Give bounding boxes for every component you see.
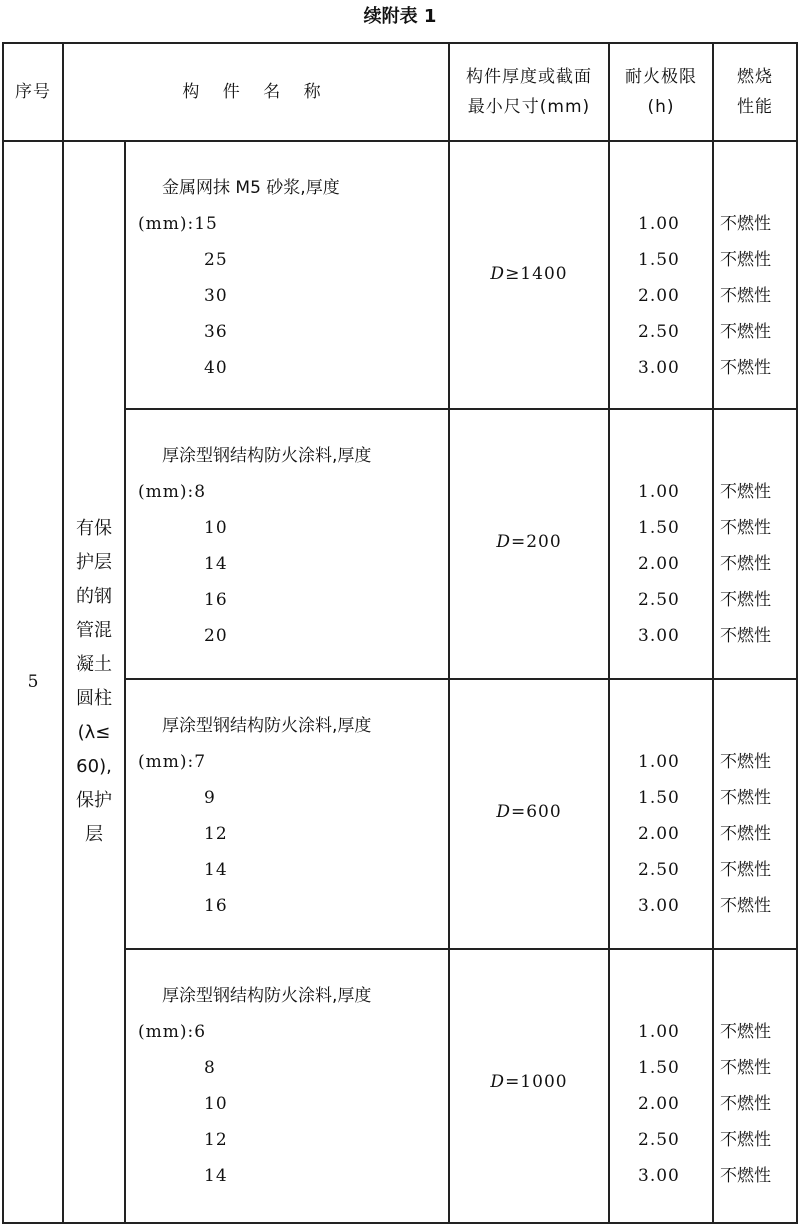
fire-resistance-value: 3.00 bbox=[638, 896, 680, 916]
name-subcolumn-divider bbox=[124, 140, 126, 1224]
unit-label: (mm): bbox=[138, 214, 195, 234]
dimension-symbol: D bbox=[490, 1072, 506, 1092]
group-description: 厚涂型钢结构防火涂料,厚度 bbox=[162, 446, 372, 466]
component-name-line: (λ≤ bbox=[77, 722, 111, 743]
component-name-line: 60), bbox=[76, 756, 112, 777]
combustibility-value: 不燃性 bbox=[720, 1094, 771, 1114]
unit-label: (mm): bbox=[138, 1022, 195, 1042]
fire-resistance-value: 1.00 bbox=[638, 1022, 680, 1042]
dimension-symbol: D bbox=[496, 802, 511, 822]
group-unit-line bbox=[138, 212, 218, 236]
header-burn-line1: 燃烧 bbox=[737, 67, 773, 87]
thickness-value: 15 bbox=[194, 214, 218, 234]
thickness-value: 12 bbox=[204, 824, 228, 844]
dimension-symbol: D bbox=[496, 532, 511, 552]
combustibility-value: 不燃性 bbox=[720, 322, 771, 342]
fire-resistance-value: 3.00 bbox=[638, 358, 680, 378]
thickness-value: 9 bbox=[204, 788, 216, 808]
min-dimension bbox=[450, 410, 608, 674]
thickness-value: 14 bbox=[204, 860, 228, 880]
combustibility-value: 不燃性 bbox=[720, 626, 771, 646]
combustibility-value: 不燃性 bbox=[720, 1166, 771, 1186]
row-seq bbox=[4, 142, 62, 1222]
header-name-label: 构 件 名 称 bbox=[182, 82, 330, 102]
combustibility-value: 不燃性 bbox=[720, 286, 771, 306]
burn-column-divider bbox=[712, 42, 714, 1224]
fire-resistance-value: 1.00 bbox=[638, 482, 680, 502]
combustibility-value: 不燃性 bbox=[720, 1130, 771, 1150]
fire-resistance-value: 2.00 bbox=[638, 1094, 680, 1114]
header-seq-label: 序号 bbox=[15, 82, 51, 102]
fire-resistance-value: 3.00 bbox=[638, 1166, 680, 1186]
fire-resistance-value: 1.50 bbox=[638, 250, 680, 270]
fire-resistance-value: 2.00 bbox=[638, 554, 680, 574]
component-name-line: 有保 bbox=[76, 518, 112, 539]
header-thickness-line2: 最小尺寸(mm) bbox=[467, 97, 591, 117]
header-thickness-line1: 构件厚度或截面 bbox=[466, 67, 592, 87]
component-name-line: 护层 bbox=[76, 552, 112, 573]
group-description: 厚涂型钢结构防火涂料,厚度 bbox=[162, 986, 372, 1006]
group-unit-line bbox=[138, 750, 206, 774]
thickness-value: 8 bbox=[204, 1058, 216, 1078]
min-dimension bbox=[450, 680, 608, 944]
thickness-value: 16 bbox=[204, 590, 228, 610]
combustibility-value: 不燃性 bbox=[720, 590, 771, 610]
dimension-value: =600 bbox=[510, 802, 562, 822]
fire-resistance-value: 2.50 bbox=[638, 590, 680, 610]
component-name-line: 保护 bbox=[76, 790, 112, 811]
combustibility-value: 不燃性 bbox=[720, 788, 771, 808]
component-name-line: 圆柱 bbox=[76, 688, 112, 709]
fire-resistance-value: 2.50 bbox=[638, 860, 680, 880]
thickness-value: 20 bbox=[204, 626, 228, 646]
fire-resistance-value: 2.50 bbox=[638, 322, 680, 342]
header-name bbox=[64, 44, 448, 140]
group-unit-line bbox=[138, 1020, 206, 1044]
combustibility-value: 不燃性 bbox=[720, 250, 771, 270]
header-seq bbox=[4, 44, 62, 140]
thickness-value: 30 bbox=[204, 286, 228, 306]
fire-resistance-value: 1.50 bbox=[638, 788, 680, 808]
combustibility-value: 不燃性 bbox=[720, 824, 771, 844]
component-name-line: 层 bbox=[85, 824, 103, 845]
combustibility-value: 不燃性 bbox=[720, 554, 771, 574]
unit-label: (mm): bbox=[138, 482, 195, 502]
header-fire-line2: (h) bbox=[647, 97, 675, 117]
thickness-value: 8 bbox=[194, 482, 207, 502]
dimension-value: ≥1400 bbox=[505, 264, 568, 284]
thickness-value: 14 bbox=[204, 1166, 228, 1186]
thickness-value: 10 bbox=[204, 1094, 228, 1114]
dimension-symbol: D bbox=[490, 264, 506, 284]
thickness-value: 25 bbox=[204, 250, 228, 270]
thickness-value: 40 bbox=[204, 358, 228, 378]
thickness-value: 7 bbox=[194, 752, 207, 772]
combustibility-value: 不燃性 bbox=[720, 1058, 771, 1078]
header-burn-line2: 性能 bbox=[737, 97, 773, 117]
combustibility-value: 不燃性 bbox=[720, 752, 771, 772]
combustibility-value: 不燃性 bbox=[720, 1022, 771, 1042]
component-name-line: 的钢 bbox=[76, 586, 112, 607]
dimension-value: =200 bbox=[510, 532, 562, 552]
thickness-value: 12 bbox=[204, 1130, 228, 1150]
combustibility-value: 不燃性 bbox=[720, 482, 771, 502]
thickness-value: 10 bbox=[204, 518, 228, 538]
fire-resistance-value: 2.00 bbox=[638, 824, 680, 844]
thickness-value: 16 bbox=[204, 896, 228, 916]
combustibility-value: 不燃性 bbox=[720, 358, 771, 378]
thickness-value: 6 bbox=[194, 1022, 207, 1042]
group-unit-line bbox=[138, 480, 206, 504]
header-fire bbox=[610, 44, 712, 140]
fire-resistance-value: 1.50 bbox=[638, 1058, 680, 1078]
fire-resistance-value: 2.50 bbox=[638, 1130, 680, 1150]
combustibility-value: 不燃性 bbox=[720, 214, 771, 234]
component-name bbox=[64, 142, 124, 1222]
header-thickness bbox=[450, 44, 608, 140]
min-dimension bbox=[450, 142, 608, 406]
combustibility-value: 不燃性 bbox=[720, 518, 771, 538]
group-description: 厚涂型钢结构防火涂料,厚度 bbox=[162, 716, 372, 736]
table-right-border bbox=[796, 42, 798, 1224]
combustibility-value: 不燃性 bbox=[720, 896, 771, 916]
component-name-line: 凝土 bbox=[76, 654, 112, 675]
header-fire-line1: 耐火极限 bbox=[625, 67, 697, 87]
unit-label: (mm): bbox=[138, 752, 195, 772]
header-burn bbox=[714, 44, 796, 140]
combustibility-value: 不燃性 bbox=[720, 860, 771, 880]
fire-resistance-table bbox=[2, 42, 798, 1224]
thickness-value: 14 bbox=[204, 554, 228, 574]
group-description: 金属网抹 M5 砂浆,厚度 bbox=[162, 178, 340, 198]
fire-resistance-value: 1.00 bbox=[638, 214, 680, 234]
table-title: 续附表 1 bbox=[363, 6, 437, 27]
fire-resistance-value: 2.00 bbox=[638, 286, 680, 306]
dimension-value: =1000 bbox=[505, 1072, 568, 1092]
fire-resistance-value: 3.00 bbox=[638, 626, 680, 646]
fire-resistance-value: 1.50 bbox=[638, 518, 680, 538]
fire-resistance-value: 1.00 bbox=[638, 752, 680, 772]
row-seq-value: 5 bbox=[27, 672, 39, 692]
fire-column-divider bbox=[608, 42, 610, 1224]
component-name-line: 管混 bbox=[76, 620, 112, 641]
thickness-value: 36 bbox=[204, 322, 228, 342]
min-dimension bbox=[450, 950, 608, 1214]
table-bottom-border bbox=[2, 1222, 798, 1224]
